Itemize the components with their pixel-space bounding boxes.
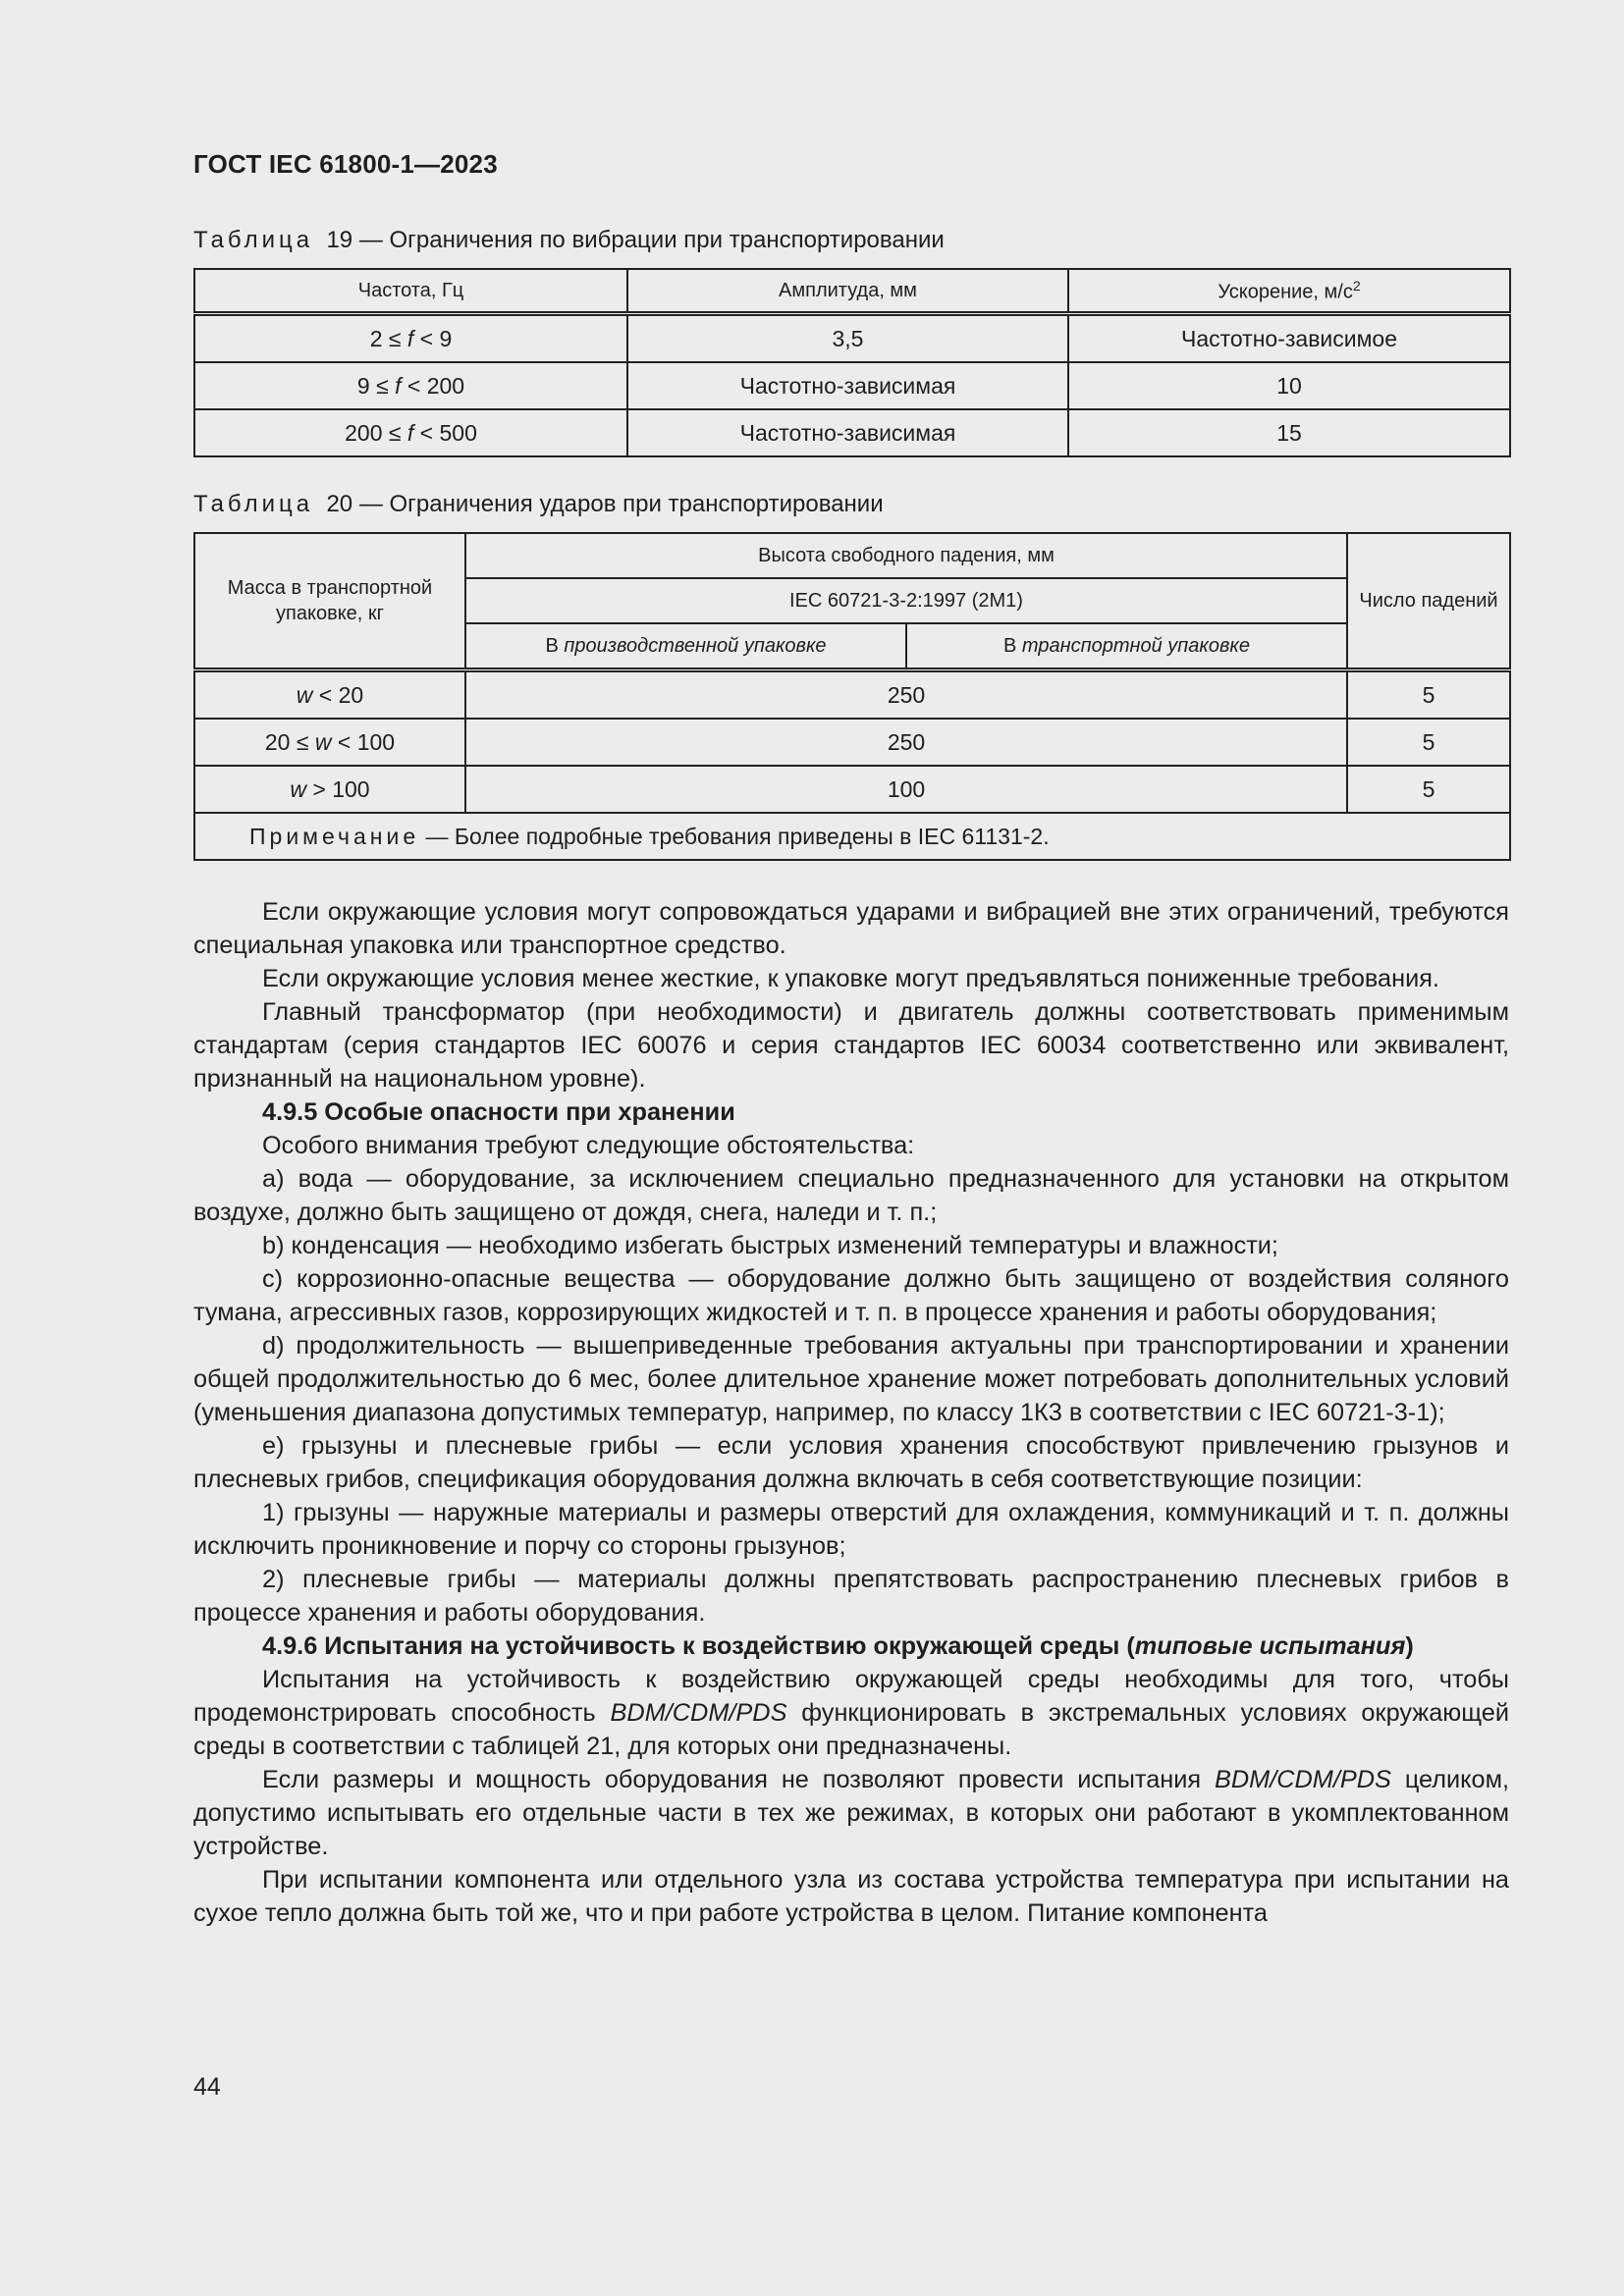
table20-caption-word: Таблица [193,491,314,517]
table19-caption-word: Таблица [193,227,314,253]
table19-amplitude-cell: 3,5 [627,314,1068,363]
table-20-shock [193,532,1511,861]
list-item: е) грызуны и плесневые грибы — если условия хранения способствуют привлечению грызунов и плесневых грибов, спецификация оборудования должна включать в себя соответствующие позиции: [193,1432,1509,1493]
section-heading-4-9-6: 4.9.6 Испытания на устойчивость к воздействию окружающей среды (типовые испытания) [262,1632,1414,1660]
page-number: 44 [193,2073,221,2101]
paragraph: Если окружающие условия могут сопровождаться ударами и вибрацией вне этих ограничений, требуются специальная упаковка или транспортное средство. [193,898,1509,959]
table20-header-transport-pack: В транспортной упаковке [906,623,1347,670]
table-row [194,766,1510,813]
table20-header-drop-height: Высота свободного падения, мм [465,533,1347,578]
table19-header-row [194,269,1510,314]
table-row [194,719,1510,766]
table-row [194,670,1510,720]
paragraph: Если размеры и мощность оборудования не позволяют провести испытания BDM/CDM/PDS целиком, допустимо испытывать его отдельные части в тех же режимах, в которых они работают в укомплектованном устройстве. [193,1766,1509,1860]
table19-acceleration-cell: 10 [1068,362,1510,409]
body-text [193,895,1509,1930]
section-heading-4-9-5: 4.9.5 Особые опасности при хранении [262,1098,735,1126]
table19-acceleration-cell: 15 [1068,409,1510,456]
table20-header-mass: Масса в транспортной упаковке, кг [194,533,465,670]
paragraph: Главный трансформатор (при необходимости) и двигатель должны соответствовать применимым стандартам (серия стандартов IEC 60076 и серия стандартов IEC 60034 соответственно или эквивалент, признанный на национальном уровне). [193,998,1509,1093]
paragraph: При испытании компонента или отдельного узла из состава устройства температура при испытании на сухое тепло должна быть той же, что и при работе устройства в целом. Питание компонента [193,1866,1509,1927]
table20-mass-cell: w > 100 [194,766,465,813]
table19-acceleration-cell: Частотно-зависимое [1068,314,1510,363]
table19-header-acceleration: Ускорение, $м/с^2$ [1068,269,1510,314]
paragraph: Особого внимания требуют следующие обстоятельства: [262,1132,915,1159]
table19-frequency-cell: 9 ≤ f < 200 [194,362,627,409]
table-row [194,362,1510,409]
table20-note-row [194,813,1510,860]
table-row [194,409,1510,456]
table20-caption [193,491,884,518]
list-item: b) конденсация — необходимо избегать быстрых изменений температуры и влажности; [262,1232,1278,1259]
table20-header-drop-count: Число падений [1347,533,1510,670]
table19-frequency-cell: 200 ≤ f < 500 [194,409,627,456]
table20-count-cell: 5 [1347,670,1510,720]
table20-mass-cell: 20 ≤ w < 100 [194,719,465,766]
table19-frequency-cell: 2 ≤ f < 9 [194,314,627,363]
list-item: 2) плесневые грибы — материалы должны препятствовать распространению плесневых грибов в процессе хранения и работы оборудования. [193,1566,1509,1627]
paragraph: Испытания на устойчивость к воздействию окружающей среды необходимы для того, чтобы продемонстрировать способность BDM/CDM/PDS функционировать в экстремальных условиях окружающей среды в соответствии с таблицей 21, для которых они предназначены. [193,1666,1509,1760]
table20-height-cell: 250 [465,719,1347,766]
list-item: 1) грызуны — наружные материалы и размеры отверстий для охлаждения, коммуникаций и т. п. должны исключить проникновение и порчу со стороны грызунов; [193,1499,1509,1560]
list-item: а) вода — оборудование, за исключением специально предназначенного для установки на открытом воздухе, должно быть защищено от дождя, снега, наледи и т. п.; [193,1165,1509,1226]
table19-header-amplitude: Амплитуда, мм [627,269,1068,314]
table20-header-row-1 [194,533,1510,578]
table20-caption-text: 20 — Ограничения ударов при транспортировании [326,491,884,517]
table19-amplitude-cell: Частотно-зависимая [627,409,1068,456]
list-item: d) продолжительность — вышеприведенные требования актуальны при транспортировании и хранении общей продолжительностью до 6 мес, более длительное хранение может потребовать дополнительных условий (уменьшения диапазона допустимых температур, например, по классу 1К3 в соответствии с IEC 60721-3-1); [193,1332,1509,1426]
table20-height-cell: 250 [465,670,1347,720]
table20-count-cell: 5 [1347,766,1510,813]
paragraph: Если окружающие условия менее жесткие, к упаковке могут предъявляться пониженные требования. [262,965,1439,992]
document-header: ГОСТ IEC 61800-1—2023 [193,149,498,179]
table-19-vibration [193,268,1511,457]
table19-amplitude-cell: Частотно-зависимая [627,362,1068,409]
table20-header-standard: IEC 60721-3-2:1997 (2M1) [465,578,1347,623]
table19-caption-text: 19 — Ограничения по вибрации при транспортировании [326,227,945,253]
table20-count-cell: 5 [1347,719,1510,766]
table20-mass-cell: w < 20 [194,670,465,720]
table19-caption [193,227,945,254]
table20-note: Примечание — Более подробные требования приведены в IEC 61131-2. [194,813,1510,860]
table-row [194,314,1510,363]
list-item: с) коррозионно-опасные вещества — оборудование должно быть защищено от воздействия соляного тумана, агрессивных газов, коррозирующих жидкостей и т. п. в процессе хранения и работы оборудования; [193,1265,1509,1326]
table20-header-production-pack: В производственной упаковке [465,623,906,670]
table20-height-cell: 100 [465,766,1347,813]
table19-header-frequency: Частота, Гц [194,269,627,314]
